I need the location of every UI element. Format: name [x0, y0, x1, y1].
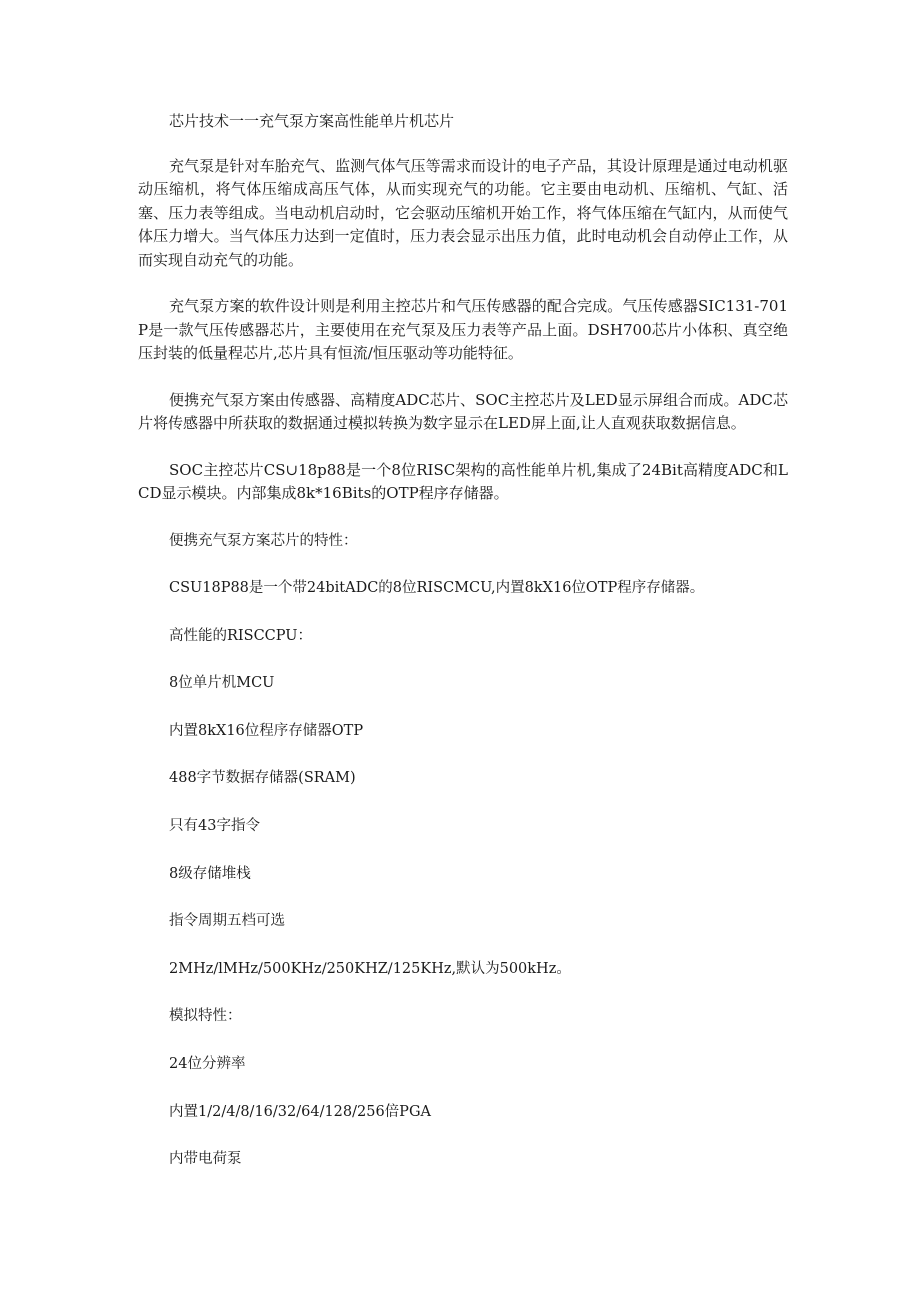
- feature-line: 指令周期五档可选: [169, 913, 285, 930]
- feature-line: 488字节数据存储器(SRAM): [169, 770, 356, 787]
- feature-line: 内带电荷泵: [169, 1151, 242, 1168]
- paragraph-intro: 充气泵是针对车胎充气、监测气体气压等需求而设计的电子产品，其设计原理是通过电动机驱动压缩机，将气体压缩成高压气体，从而实现充气的功能。它主要由电动机、压缩机、气缸、活塞、压力表等组成。当电动机启动时，它会驱动压缩机开始工作，将气体压缩在气缸内，从而使气体压力增大。当气体压力达到一定值时，压力表会显示出压力值，此时电动机会自动停止工作，从而实现自动充气的功能。: [138, 156, 788, 269]
- feature-line: 内置1/2/4/8/16/32/64/128/256倍PGA: [169, 1103, 431, 1120]
- paragraph-software-design: 充气泵方案的软件设计则是利用主控芯片和气压传感器的配合完成。气压传感器SIC131-701P是一款气压传感器芯片，主要使用在充气泵及压力表等产品上面。DSH700芯片小体积、真空绝压封装的低量程芯片,芯片具有恒流/恒压驱动等功能特征。: [138, 297, 788, 362]
- feature-line: CSU18P88是一个带24bitADC的8位RISCMCU,内置8kX16位OTP程序存储器。: [169, 580, 705, 597]
- feature-line: 模拟特性：: [169, 1008, 242, 1025]
- paragraph-portable-solution: 便携充气泵方案由传感器、高精度ADC芯片、SOC主控芯片及LED显示屏组合而成。ADC芯片将传感器中所获取的数据通过模拟转换为数字显示在LED屏上面,让人直观获取数据信息。: [138, 390, 788, 432]
- document-body: [138, 110, 788, 1171]
- feature-line: 8位单片机MCU: [169, 675, 275, 692]
- feature-line: 只有43字指令: [169, 818, 260, 835]
- feature-line: 24位分辨率: [169, 1056, 246, 1073]
- paragraph-soc-chip: SOC主控芯片CS∪18p88是一个8位RISC架构的高性能单片机,集成了24Bit高精度ADC和LCD显示模块。内部集成8k*16Bits的OTP程序存储器。: [138, 460, 788, 502]
- feature-line: 高性能的RISCCPU：: [169, 627, 312, 644]
- feature-heading: 便携充气泵方案芯片的特性：: [169, 532, 358, 549]
- document-title: 芯片技术一一充气泵方案高性能单片机芯片: [169, 112, 455, 130]
- feature-line: 8级存储堆栈: [169, 865, 251, 882]
- feature-line: 内置8kX16位程序存储器OTP: [169, 722, 364, 739]
- feature-line: 2MHz∕lMHz∕500KHz∕250KHZ∕125KHz,默认为500kHz。: [169, 960, 571, 977]
